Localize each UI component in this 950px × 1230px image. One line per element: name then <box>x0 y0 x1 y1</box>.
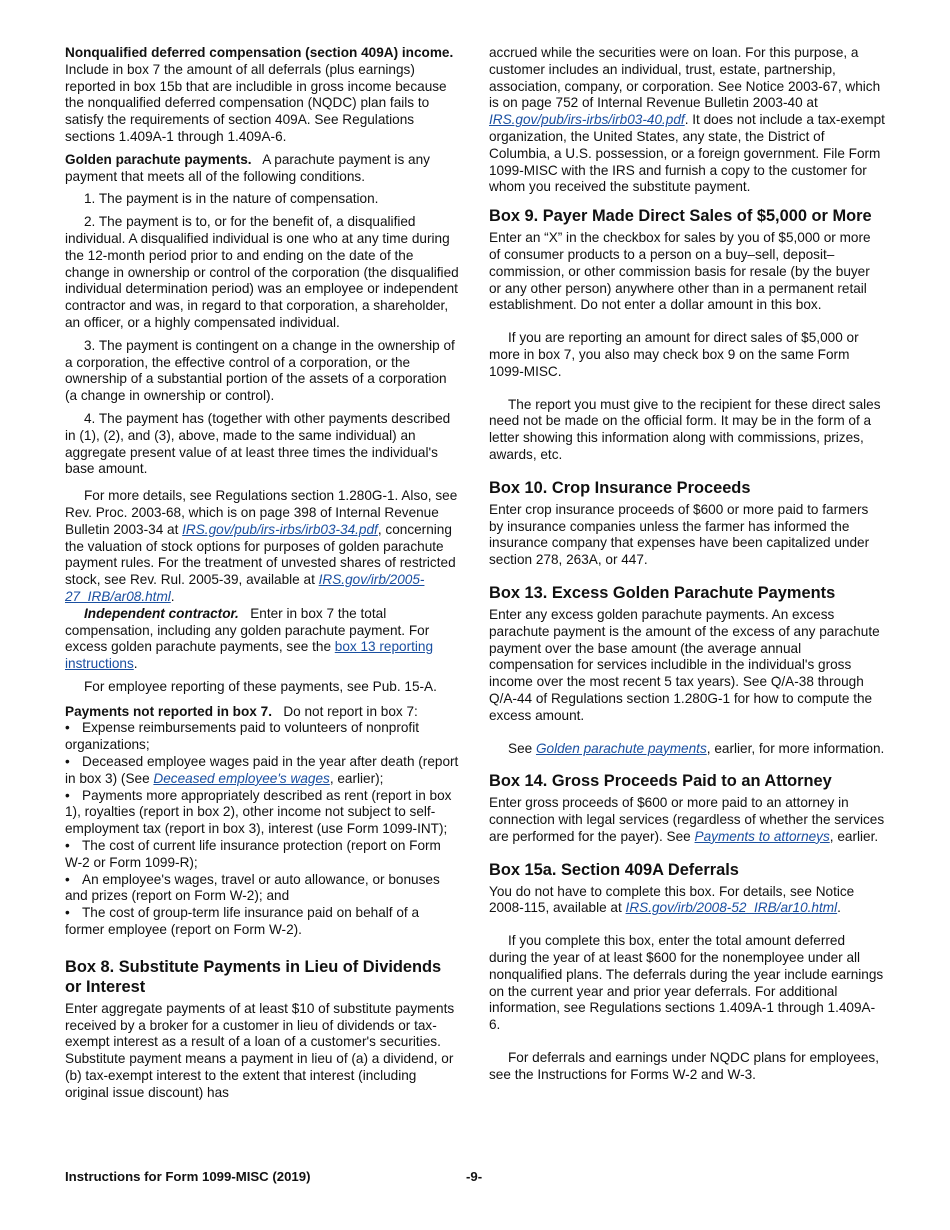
condition-item: 4. The payment has (together with other payments described in (1), (2), and (3), above, made to the same individual) an aggregate present value of at least three times the individual's base amount. <box>65 410 451 477</box>
independent-contractor-paragraph <box>65 606 461 673</box>
bullet-item <box>65 754 461 788</box>
bullet-text: Deceased employee wages paid in the year after death (report in box 3) (See <box>65 754 459 786</box>
box13-heading: Box 13. Excess Golden Parachute Payments <box>489 583 836 602</box>
box8-continued-text: accrued while the securities were on loan. For this purpose, a customer includes an individual, trust, estate, partnership, association, company, or corporation. See Notice 2003-67, which is on page 752 of Internal Revenue Bulletin 2003-40 at <box>489 45 881 111</box>
condition-item: 2. The payment is to, or for the benefit of, a disqualified individual. A disqualified individual is one who at any time during the 12-month period prior to and ending on the date of the change in ownership or control of the corporation (the disqualified individual determination period) was an employee or independent contractor and was, in regard to that corporation, a shareholder, an officer, or a highly compensated individual. <box>65 214 459 330</box>
box14-paragraph <box>489 795 885 845</box>
irb2008-52-link[interactable]: IRS.gov/irb/2008-52_IRB/ar10.html <box>625 900 838 916</box>
golden-parachute-title: Golden parachute payments. <box>65 151 252 167</box>
box13-reporting-link[interactable]: box 13 reporting instructions <box>65 639 434 672</box>
box8-continued <box>489 45 885 196</box>
employee-reporting-paragraph: For employee reporting of these payments, see Pub. 15-A. <box>84 678 437 694</box>
bullet-item: • The cost of group-term life insurance paid on behalf of a former employee (report on Form W-2). <box>65 905 461 939</box>
box9-text: If you are reporting an amount for direct sales of $5,000 or more in box 7, you also may check box 9 on the same Form 1099-MISC. <box>489 330 859 379</box>
bullet-item: • An employee's wages, travel or auto allowance, or bonuses and prizes (report on Form W-2); and <box>65 872 461 906</box>
box15a-paragraph <box>489 884 885 918</box>
nqdc-title: Nonqualified deferred compensation (section 409A) income. <box>65 45 454 60</box>
box13-see-paragraph <box>489 741 885 758</box>
box8-text: Enter aggregate payments of at least $10 of substitute payments received by a broker for a customer in lieu of dividends or tax-exempt interest as a result of a loan of a customer's securities. Substitute payment means a payment in lieu of (a) a dividend, or (b) tax-exempt interest to the extent that interest (including original issue discount) has <box>65 1000 455 1100</box>
not-reported-title: Payments not reported in box 7. <box>65 703 272 719</box>
nqdc-paragraph <box>65 45 461 146</box>
golden-parachute-text: A parachute payment is any payment that meets all of the following conditions. <box>65 151 430 184</box>
box10-heading: Box 10. Crop Insurance Proceeds <box>489 478 751 497</box>
box10-text: Enter crop insurance proceeds of $600 or more paid to farmers by insurance companies unless the farmer has informed the insurance company that expenses have been capitalized under section 278, 263A, or 447. <box>489 501 870 568</box>
left-column <box>65 45 461 1108</box>
box9-heading: Box 9. Payer Made Direct Sales of $5,000 or More <box>489 207 872 226</box>
more-details-text: . <box>170 588 175 604</box>
bullet-item: • Payments more appropriately described as rent (report in box 1), royalties (report in box 2), other income not subject to self-employment tax (report in box 3), interest (use Form 1099-INT); <box>65 788 461 838</box>
box14-text: Enter gross proceeds of $600 or more paid to an attorney in connection with legal services (regardless of whether the services are performed for the payer). See <box>489 795 885 844</box>
more-details-text: , concerning the valuation of stock options for purposes of golden parachute payment rules. For the treatment of unvested shares of restricted stock, see Rev. Rul. 2005-39, available at <box>65 521 456 588</box>
independent-contractor-text: Enter in box 7 the total compensation, including any golden parachute payment. For excess golden parachute payments, see the <box>65 605 430 655</box>
box15a-text: . <box>837 900 841 916</box>
box14-text: , earlier. <box>829 828 879 844</box>
more-details-text: For more details, see Regulations section 1.280G-1. Also, see Rev. Proc. 2003-68, which is on page 398 of Internal Revenue Bulletin 2003-34 at <box>65 488 458 537</box>
page-number: -9- <box>466 1169 483 1184</box>
box13-see-text: See <box>508 740 536 756</box>
right-column <box>489 45 885 1090</box>
not-reported-text: Do not report in box 7: <box>283 703 418 719</box>
irb2005-27-link[interactable]: IRS.gov/irb/2005-27_IRB/ar08.html <box>65 572 425 604</box>
bullet-item: • Expense reimbursements paid to volunteers of nonprofit organizations; <box>65 720 461 754</box>
box9-text: The report you must give to the recipient for these direct sales need not be made on the official form. It may be in the form of a letter showing this information along with commissions, prizes, awards, etc. <box>489 396 881 462</box>
not-reported-paragraph <box>65 704 461 721</box>
box15a-text: If you complete this box, enter the total amount deferred during the year of at least $600 for the nonemployee under all nonqualified plans. The deferrals during the year include earnings on the current year and prior year deferrals. For additional information, see Regulations sections 1.409A-1 through 1.409A-6. <box>489 933 884 1033</box>
box14-heading: Box 14. Gross Proceeds Paid to an Attorney <box>489 772 832 791</box>
box9-text: Enter an “X” in the checkbox for sales by you of $5,000 or more of consumer products to a person on a buy–sell, deposit–commission, or other commission basis for resale (by the buyer or any other person) anywhere other than in a permanent retail establishment. Do not enter a dollar amount in this box. <box>489 230 871 313</box>
bullet-item: • The cost of current life insurance protection (report on Form W-2 or Form 1099-R); <box>65 838 461 872</box>
irb03-34-link[interactable]: IRS.gov/pub/irs-irbs/irb03-34.pdf <box>182 521 378 537</box>
irb03-40-link[interactable]: IRS.gov/pub/irs-irbs/irb03-40.pdf <box>489 112 685 128</box>
nqdc-text: Include in box 7 the amount of all deferrals (plus earnings) reported in box 15b that are includible in gross income because the nonqualified deferred compensation (NQDC) plan fails to satisfy the requirements of section 409A. See Regulations sections 1.409A-1 through 1.409A-6. <box>65 61 447 144</box>
box15a-text: You do not have to complete this box. For details, see Notice 2008-115, available at <box>489 883 855 916</box>
independent-contractor-text: . <box>133 656 138 672</box>
box8-continued-text: . It does not include a tax-exempt organization, the United States, any state, the District of Columbia, a U.S. possession, or a foreign government. File Form 1099-MISC with the IRS and furnish a copy to the customer for whom you received the substitute payment. <box>489 112 885 195</box>
box15a-heading: Box 15a. Section 409A Deferrals <box>489 860 739 879</box>
footer-title: Instructions for Form 1099-MISC (2019) <box>65 1169 311 1184</box>
golden-parachute-link[interactable]: Golden parachute payments <box>535 740 707 756</box>
independent-contractor-title: Independent contractor. <box>84 605 239 621</box>
box15a-text: For deferrals and earnings under NQDC plans for employees, see the Instructions for Forms W-2 and W-3. <box>489 1050 879 1082</box>
condition-item: 1. The payment is in the nature of compensation. <box>84 191 379 207</box>
box13-text: Enter any excess golden parachute payments. An excess parachute payment is the amount of the excess of any parachute payment over the base amount (the average annual compensation for services includible in the individual's gross income over the most recent 5 tax years). See Q/A-38 through Q/A-44 of Regulations section 1.280G-1 for how to compute the excess amount. <box>489 606 880 723</box>
box8-heading: Box 8. Substitute Payments in Lieu of Dividends or Interest <box>65 957 442 996</box>
deceased-employee-wages-link[interactable]: Deceased employee's wages <box>153 770 330 786</box>
payments-to-attorneys-link[interactable]: Payments to attorneys <box>694 828 830 844</box>
bullet-text: , earlier); <box>329 770 384 786</box>
golden-parachute-paragraph <box>65 152 461 186</box>
condition-item: 3. The payment is contingent on a change in the ownership of a corporation, the effective control of a corporation, or the ownership of a substantial portion of the assets of a corporation (a change in ownership or control). <box>65 337 455 404</box>
box13-see-text: , earlier, for more information. <box>706 740 885 756</box>
more-details-paragraph <box>65 488 461 606</box>
